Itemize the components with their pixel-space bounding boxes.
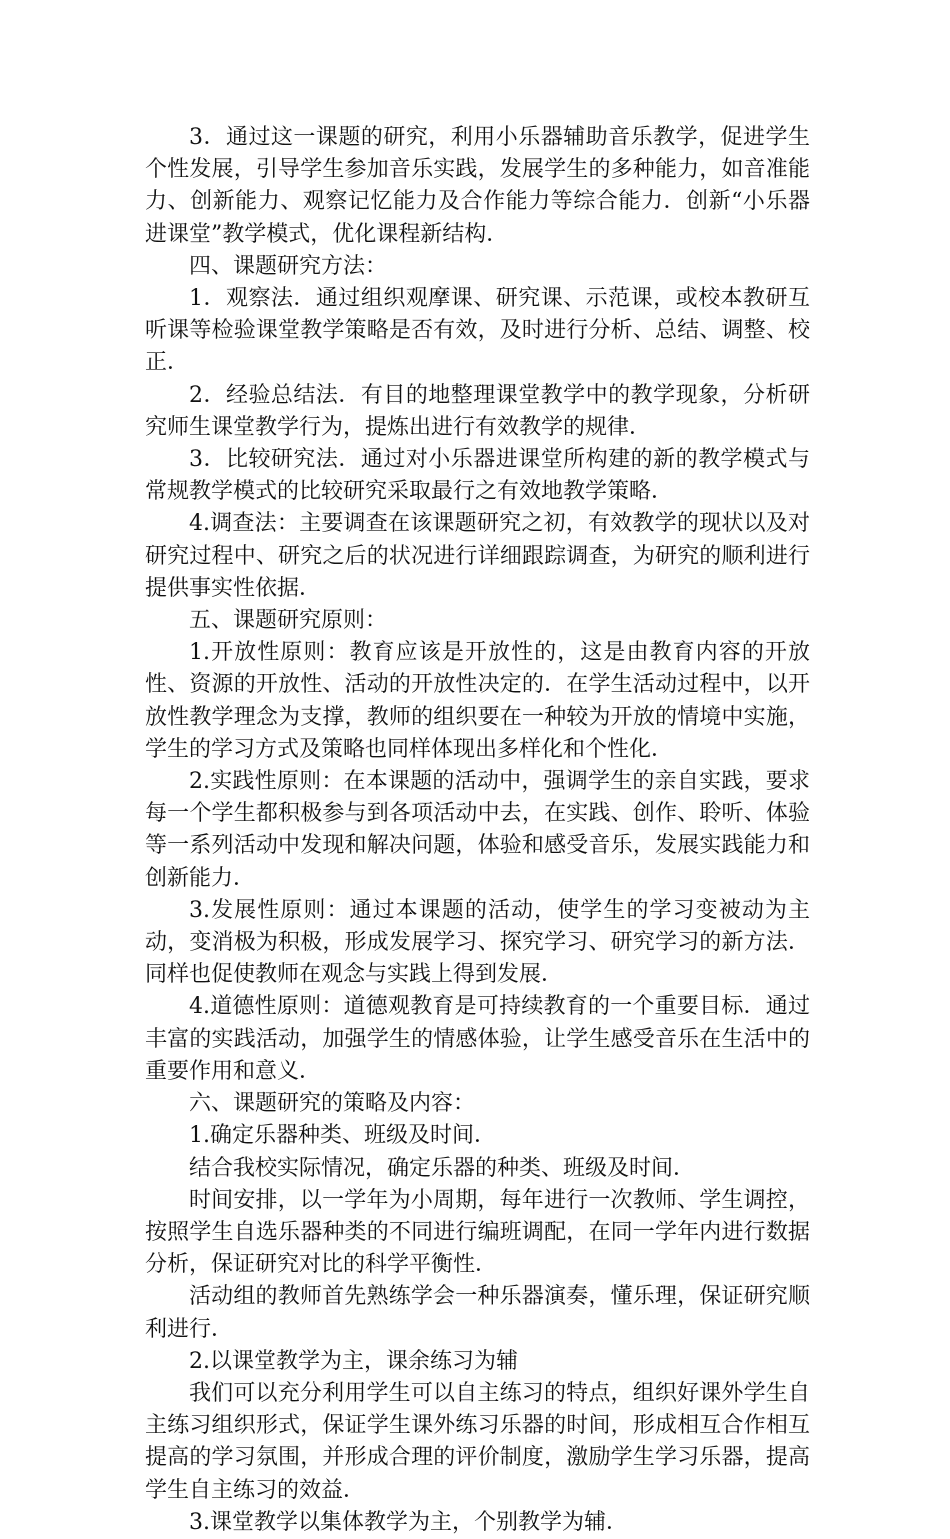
paragraph-strategy-1-detail-c: 活动组的教师首先熟练学会一种乐器演奏，懂乐理，保证研究顺利进行．	[145, 1284, 810, 1342]
paragraph-strategy-1-detail-b: 时间安排，以一学年为小周期，每年进行一次教师、学生调控，按照学生自选乐器种类的不同进行编班调配，在同一学年内进行数据分析，保证研究对比的科学平衡性．	[145, 1187, 810, 1278]
paragraph-method-survey: 4.调查法：主要调查在该课题研究之初，有效教学的现状以及对研究过程中、研究之后的状况进行详细跟踪调查，为研究的顺利进行提供事实性依据．	[145, 511, 810, 601]
paragraph-principle-openness: 1.开放性原则：教育应该是开放性的，这是由教育内容的开放性、资源的开放性、活动的开放性决定的．在学生活动过程中，以开放性教学理念为支撑，教师的组织要在一种较为开放的情境中实施，学生的学习方式及策略也同样体现出多样化和个性化．	[145, 640, 810, 762]
paragraph-principle-development: 3.发展性原则：通过本课题的活动，使学生的学习变被动为主动，变消极为积极，形成发展学习、探究学习、研究学习的新方法．同样也促使教师在观念与实践上得到发展．	[145, 897, 810, 988]
heading-strategies-content: 六、课题研究的策略及内容：	[189, 1091, 476, 1117]
paragraph-method-observation: 1．观察法．通过组织观摩课、研究课、示范课，或校本教研互听课等检验课堂教学策略是否有效，及时进行分析、总结、调整、校正．	[145, 286, 810, 376]
paragraph-method-experience: 2．经验总结法．有目的地整理课堂教学中的教学现象，分析研究师生课堂教学行为，提炼出进行有效教学的规律．	[145, 382, 810, 440]
paragraph-method-comparison: 3．比较研究法．通过对小乐器进课堂所构建的新的教学模式与常规教学模式的比较研究采取最行之有效地教学策略．	[145, 447, 810, 505]
paragraph-principle-morality: 4.道德性原则：道德观教育是可持续教育的一个重要目标．通过丰富的实践活动，加强学生的情感体验，让学生感受音乐在生活中的重要作用和意义．	[145, 994, 810, 1084]
heading-research-methods: 四、课题研究方法：	[189, 253, 388, 279]
heading-research-principles: 五、课题研究原则：	[189, 608, 388, 634]
paragraph-strategy-2: 2.以课堂教学为主，课余练习为辅	[189, 1348, 518, 1374]
document-page	[145, 122, 810, 1539]
paragraph-goal-3: 3．通过这一课题的研究，利用小乐器辅助音乐教学，促进学生个性发展，引导学生参加音乐实践，发展学生的多种能力，如音准能力、创新能力、观察记忆能力及合作能力等综合能力．创新“小乐器进课堂”教学模式，优化课程新结构．	[145, 125, 810, 247]
paragraph-principle-practice: 2.实践性原则：在本课题的活动中，强调学生的亲自实践，要求每一个学生都积极参与到各项活动中去，在实践、创作、聆听、体验等一系列活动中发现和解决问题，体验和感受音乐，发展实践能力和创新能力．	[145, 769, 810, 891]
paragraph-strategy-1: 1.确定乐器种类、班级及时间．	[189, 1123, 496, 1149]
paragraph-strategy-1-detail-a: 结合我校实际情况，确定乐器的种类、班级及时间．	[189, 1155, 696, 1181]
paragraph-strategy-3: 3.课堂教学以集体教学为主，个别教学为辅．	[189, 1509, 628, 1535]
paragraph-strategy-2-detail: 我们可以充分利用学生可以自主练习的特点，组织好课外学生自主练习组织形式，保证学生课外练习乐器的时间，形成相互合作相互提高的学习氛围，并形成合理的评价制度，激励学生学习乐器，提高学生自主练习的效益．	[145, 1380, 810, 1503]
